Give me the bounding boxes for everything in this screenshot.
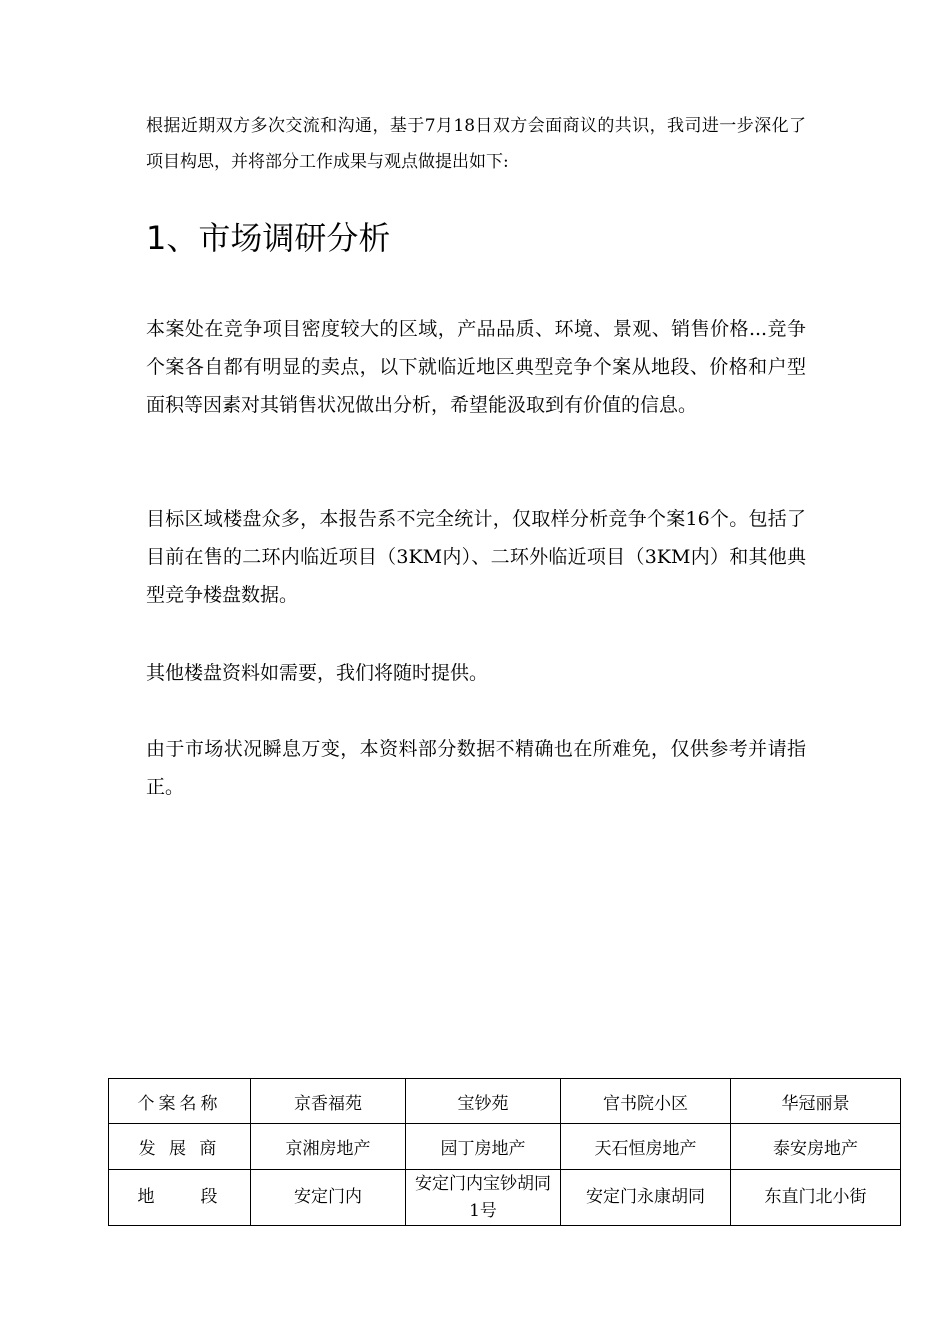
project-name: 京香福苑 (251, 1079, 406, 1124)
project-name: 官书院小区 (561, 1079, 731, 1124)
project-developer: 园丁房地产 (406, 1124, 561, 1170)
project-location: 安定门内 (251, 1170, 406, 1226)
project-developer: 天石恒房地产 (561, 1124, 731, 1170)
project-developer: 泰安房地产 (731, 1124, 901, 1170)
project-location: 安定门永康胡同 (561, 1170, 731, 1226)
project-table (108, 1078, 901, 1226)
project-developer: 京湘房地产 (251, 1124, 406, 1170)
paragraph-competition: 本案处在竞争项目密度较大的区域，产品品质、环境、景观、销售价格...竞争个案各自都有明显的卖点，以下就临近地区典型竞争个案从地段、价格和户型面积等因素对其销售状况做出分析，希望能汲取到有价值的信息。 (146, 318, 806, 416)
project-name: 华冠丽景 (731, 1079, 901, 1124)
table-row (109, 1124, 901, 1170)
table-row (109, 1170, 901, 1226)
table-row (109, 1079, 901, 1124)
project-location: 安定门内宝钞胡同1号 (406, 1170, 561, 1226)
paragraph-disclaimer: 由于市场状况瞬息万变，本资料部分数据不精确也在所难免，仅供参考并请指正。 (146, 738, 806, 798)
row-label-developer: 发 展 商 (109, 1124, 251, 1170)
section-title: 1、市场调研分析 (146, 219, 391, 257)
paragraph-sample: 目标区域楼盘众多，本报告系不完全统计，仅取样分析竞争个案16个。包括了目前在售的二环内临近项目（3KM内）、二环外临近项目（3KM内）和其他典型竞争楼盘数据。 (146, 508, 806, 606)
intro-paragraph: 根据近期双方多次交流和沟通，基于7月18日双方会面商议的共识，我司进一步深化了项目构思，并将部分工作成果与观点做提出如下: (146, 116, 806, 172)
paragraph-availability: 其他楼盘资料如需要，我们将随时提供。 (146, 662, 489, 684)
project-name: 宝钞苑 (406, 1079, 561, 1124)
row-label-name: 个案名称 (109, 1079, 251, 1124)
row-label-location: 地 段 (109, 1170, 251, 1226)
project-location: 东直门北小街 (731, 1170, 901, 1226)
